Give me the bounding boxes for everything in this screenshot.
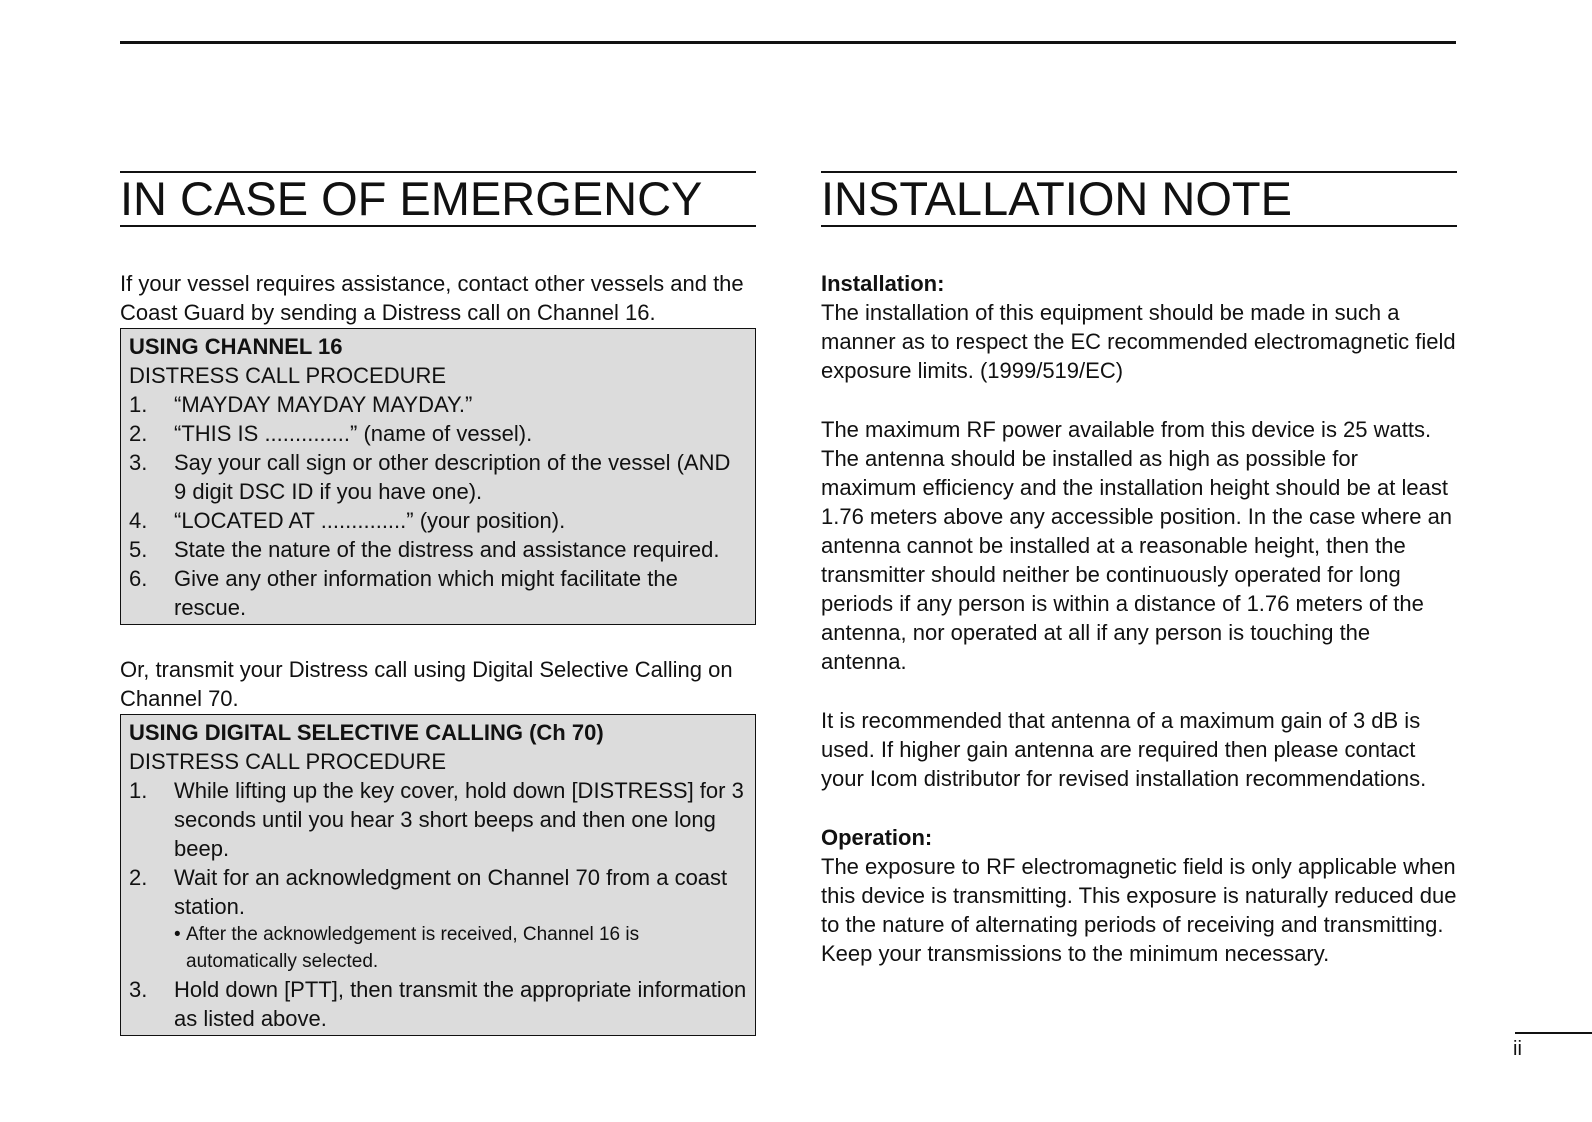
- list-item: 6. Give any other information which might facilitate the rescue.: [129, 566, 678, 620]
- list-item: 2. “THIS IS ..............” (name of vessel).: [129, 421, 533, 446]
- dsc-note: • After the acknowledgement is received, Channel 16 is automatically selected.: [174, 924, 640, 972]
- power-text: The maximum RF power available from this device is 25 watts. The antenna should be installed as high as possible for maximum efficiency and the installation height should be at least 1.76 meters above any accessible position. In the case where an antenna cannot be installed at a reasonable height, then the transmitter should neither be continuously operated for long periods if any person is within a distance of 1.76 meters of the antenna, nor operated at all if any person is touching the antenna.: [821, 417, 1453, 674]
- page-number-rule: [1515, 1032, 1592, 1034]
- dsc-subtitle: DISTRESS CALL PROCEDURE: [129, 749, 447, 774]
- channel16-title: USING CHANNEL 16: [129, 334, 343, 359]
- dsc-steps: [129, 776, 747, 1033]
- list-item: 1. While lifting up the key cover, hold down [DISTRESS] for 3 seconds until you hear 3 short beeps and then one long beep.: [129, 778, 744, 861]
- dsc-intro: Or, transmit your Distress call using Digital Selective Calling on Channel 70.: [120, 657, 733, 711]
- list-item: 2. Wait for an acknowledgment on Channel 70 from a coast station. • After the acknowledgement is received, Channel 16 is automatically selected.: [129, 863, 747, 975]
- channel16-subtitle: DISTRESS CALL PROCEDURE: [129, 363, 447, 388]
- installation-heading: INSTALLATION NOTE: [821, 171, 1457, 227]
- gain-text: It is recommended that antenna of a maximum gain of 3 dB is used. If higher gain antenna are required then please contact your Icom distributor for revised installation recommendations.: [821, 708, 1427, 791]
- dsc-title: USING DIGITAL SELECTIVE CALLING (Ch 70): [129, 720, 604, 745]
- installation-label: Installation:: [821, 271, 945, 296]
- installation-text: The installation of this equipment should be made in such a manner as to respect the EC recommended electromagnetic field exposure limits. (1999/519/EC): [821, 300, 1456, 383]
- list-item: 4. “LOCATED AT ..............” (your position).: [129, 508, 566, 533]
- list-item: 1. “MAYDAY MAYDAY MAYDAY.”: [129, 392, 473, 417]
- emergency-intro: If your vessel requires assistance, contact other vessels and the Coast Guard by sending a Distress call on Channel 16.: [120, 271, 744, 325]
- list-item: 3. Say your call sign or other description of the vessel (AND 9 digit DSC ID if you have one).: [129, 450, 731, 504]
- emergency-heading: IN CASE OF EMERGENCY: [120, 171, 756, 227]
- list-item: 3. Hold down [PTT], then transmit the appropriate information as listed above.: [129, 977, 747, 1031]
- channel16-steps: [129, 390, 747, 622]
- top-rule: [120, 41, 1456, 44]
- operation-text: The exposure to RF electromagnetic field is only applicable when this device is transmitting. This exposure is naturally reduced due to the nature of alternating periods of receiving and transmitting. Keep your transmissions to the minimum necessary.: [821, 854, 1457, 966]
- installation-section: [821, 171, 1457, 968]
- page-number: ii: [1513, 1038, 1522, 1060]
- list-item: 5. State the nature of the distress and assistance required.: [129, 537, 720, 562]
- dsc-box: [120, 714, 756, 1036]
- emergency-section: [120, 171, 756, 1036]
- channel16-box: [120, 328, 756, 625]
- operation-label: Operation:: [821, 825, 933, 850]
